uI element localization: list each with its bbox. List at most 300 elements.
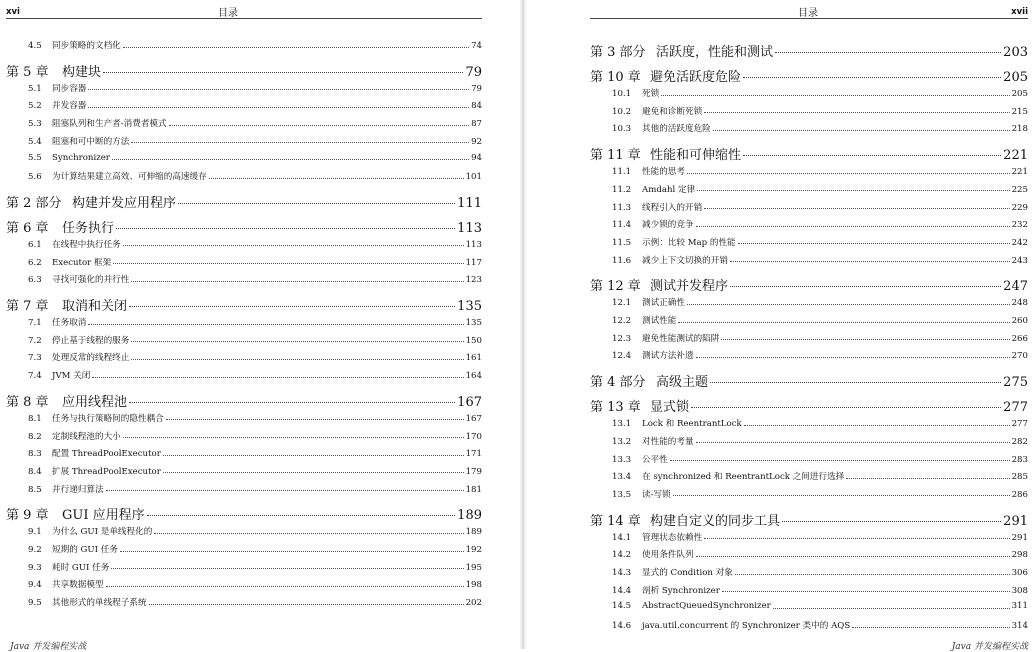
entry-title: 构建自定义的同步工具 xyxy=(650,513,781,529)
entry-title: 阻塞队列和生产者-消费者模式 xyxy=(52,119,167,130)
entry-page-number: 170 xyxy=(465,431,482,442)
dot-leader xyxy=(743,155,1001,156)
entry-title: 减少上下文切换的开销 xyxy=(642,255,728,266)
toc-chapter-entry xyxy=(590,66,1028,85)
entry-page-number: 225 xyxy=(1011,184,1028,195)
toc-section-entry xyxy=(6,273,482,285)
entry-title: 在 synchronized 和 ReentrantLock 之间进行选择 xyxy=(642,472,845,483)
toc-section-entry xyxy=(6,561,482,573)
toc-section-entry xyxy=(590,349,1028,361)
entry-page-number: 275 xyxy=(1003,375,1028,391)
entry-page-number: 189 xyxy=(465,527,482,538)
dot-leader xyxy=(166,419,464,420)
running-header: 目录 xyxy=(798,8,818,19)
dot-leader xyxy=(116,228,455,229)
entry-page-number: 113 xyxy=(465,239,482,250)
entry-page-number: 135 xyxy=(465,318,482,328)
entry-page-number: 198 xyxy=(465,580,482,591)
entry-page-number: 308 xyxy=(1011,585,1028,596)
toc-section-entry xyxy=(6,238,482,250)
dot-leader xyxy=(696,357,1010,358)
entry-page-number: 79 xyxy=(465,64,482,80)
entry-page-number: 215 xyxy=(1011,106,1028,117)
entry-number: 9.1 xyxy=(28,527,42,538)
entry-title: 公平性 xyxy=(642,454,668,465)
dot-leader xyxy=(123,245,464,246)
toc-section-entry xyxy=(6,135,482,147)
entry-title: 避免和诊断死锁 xyxy=(642,106,703,117)
toc-section-entry xyxy=(590,548,1028,560)
entry-number: 13.2 xyxy=(612,436,632,447)
entry-number: 13.1 xyxy=(612,419,632,430)
dot-leader xyxy=(696,226,1010,227)
entry-title: Synchronizer xyxy=(52,152,110,163)
entry-page-number: 167 xyxy=(457,394,482,410)
entry-title: 阻塞和可中断的方法 xyxy=(52,136,130,147)
toc-section-entry xyxy=(590,201,1028,213)
toc-section-entry xyxy=(590,417,1028,429)
entry-title: 避免活跃度危险 xyxy=(650,70,742,85)
entry-number: 第 10 章 xyxy=(590,70,641,85)
toc-section-entry xyxy=(6,543,482,555)
toc-chapter-entry xyxy=(590,510,1028,529)
entry-title: 短期的 GUI 任务 xyxy=(52,545,118,555)
dot-leader xyxy=(773,608,1010,609)
entry-number: 9.5 xyxy=(28,598,42,609)
entry-number: 11.4 xyxy=(612,220,632,231)
entry-number: 第 13 章 xyxy=(590,400,641,416)
dot-leader xyxy=(169,125,469,126)
dot-leader xyxy=(743,77,1001,78)
entry-page-number: 181 xyxy=(465,484,482,495)
toc-section-entry xyxy=(590,87,1028,99)
entry-page-number: 247 xyxy=(1003,279,1028,295)
toc-section-entry xyxy=(6,82,482,94)
dot-leader xyxy=(120,551,464,552)
entry-number: 7.2 xyxy=(28,335,42,346)
dot-leader xyxy=(129,402,455,403)
entry-page-number: 277 xyxy=(1011,419,1028,430)
entry-number: 第 5 章 xyxy=(6,64,49,80)
toc-section-entry xyxy=(590,470,1028,482)
entry-page-number: 314 xyxy=(1011,621,1028,632)
dot-leader xyxy=(678,322,1009,323)
toc-section-entry xyxy=(6,578,482,590)
entry-number: 5.3 xyxy=(28,119,42,130)
entry-number: 13.5 xyxy=(612,489,632,500)
toc-section-entry xyxy=(590,296,1028,308)
entry-title: AbstractQueuedSynchronizer xyxy=(642,601,771,612)
entry-title: java.util.concurrent 的 Synchronizer 类中的 AQS xyxy=(642,621,851,632)
entry-page-number: 164 xyxy=(465,371,482,382)
entry-page-number: 117 xyxy=(465,257,482,268)
entry-page-number: 87 xyxy=(471,119,482,130)
dot-leader xyxy=(704,538,1009,539)
entry-page-number: 171 xyxy=(465,449,482,460)
entry-page-number: 218 xyxy=(1011,124,1028,135)
entry-title: 读-写锁 xyxy=(642,489,671,500)
entry-number: 13.3 xyxy=(612,454,632,465)
entry-title: 停止基于线程的服务 xyxy=(52,335,130,346)
toc-section-entry xyxy=(590,218,1028,230)
entry-page-number: 229 xyxy=(1011,202,1028,213)
toc-section-entry xyxy=(6,596,482,608)
dot-leader xyxy=(722,591,1010,592)
entry-page-number: 285 xyxy=(1011,472,1028,483)
dot-leader xyxy=(673,495,1010,496)
entry-title: JVM 关闭 xyxy=(52,371,91,382)
toc-section-entry xyxy=(6,525,482,537)
entry-title: 其他的活跃度危险 xyxy=(642,124,711,135)
dot-leader xyxy=(154,533,463,534)
entry-title: 高级主题 xyxy=(656,375,709,391)
entry-page-number: 298 xyxy=(1011,550,1028,561)
entry-page-number: 123 xyxy=(465,275,482,286)
entry-number: 11.2 xyxy=(612,184,632,195)
dot-leader xyxy=(730,261,1010,262)
toc-section-entry xyxy=(590,601,1028,611)
dot-leader xyxy=(704,208,1009,209)
entry-number: 7.1 xyxy=(28,318,42,328)
entry-page-number: 92 xyxy=(471,136,482,147)
entry-number: 13.4 xyxy=(612,472,632,483)
toc-section-entry xyxy=(590,619,1028,631)
entry-page-number: 150 xyxy=(465,335,482,346)
dot-leader xyxy=(697,190,1009,191)
entry-number: 5.4 xyxy=(28,136,42,147)
dot-leader xyxy=(131,142,469,143)
toc-section-entry xyxy=(6,153,482,163)
page-footer: Java 并发编程实战 xyxy=(10,642,87,652)
dot-leader xyxy=(209,178,464,179)
toc-chapter-entry xyxy=(590,275,1028,294)
entry-title: 取消和关闭 xyxy=(62,299,128,314)
entry-page-number: 101 xyxy=(465,172,482,183)
dot-leader xyxy=(147,515,456,516)
dot-leader xyxy=(691,407,1001,408)
dot-leader xyxy=(687,173,1010,174)
dot-leader xyxy=(103,72,463,73)
entry-page-number: 243 xyxy=(1011,255,1028,266)
toc-section-entry xyxy=(6,447,482,459)
entry-page-number: 74 xyxy=(471,41,482,51)
entry-title: 并发容器 xyxy=(52,101,87,112)
entry-number: 7.4 xyxy=(28,371,42,382)
toc-chapter-entry xyxy=(6,61,482,80)
entry-number: 14.6 xyxy=(612,621,632,632)
entry-page-number: 266 xyxy=(1011,333,1028,344)
toc-section-entry xyxy=(6,412,482,424)
dot-leader xyxy=(88,324,463,325)
entry-title: 耗时 GUI 任务 xyxy=(52,562,110,573)
entry-title: 同步策略的文档化 xyxy=(52,41,121,51)
entry-page-number: 167 xyxy=(465,413,482,424)
entry-title: 为什么 GUI 是单线程化的 xyxy=(52,527,153,538)
entry-page-number: 260 xyxy=(1011,316,1028,326)
entry-number: 第 12 章 xyxy=(590,279,641,295)
entry-title: Amdahl 定律 xyxy=(642,184,696,195)
toc-section-entry xyxy=(590,236,1028,248)
entry-title: 并行递归算法 xyxy=(52,484,104,495)
entry-title: 死锁 xyxy=(642,89,660,99)
entry-page-number: 291 xyxy=(1011,532,1028,543)
entry-title: 在线程中执行任务 xyxy=(52,239,121,250)
toc-section-entry xyxy=(590,254,1028,266)
entry-page-number: 79 xyxy=(471,83,482,94)
toc-chapter-entry xyxy=(6,295,482,314)
toc-section-entry xyxy=(6,483,482,495)
toc-section-entry xyxy=(590,183,1028,195)
dot-leader xyxy=(782,521,1001,522)
toc-section-entry xyxy=(6,334,482,346)
entry-number: 第 9 章 xyxy=(6,508,49,524)
entry-number: 4.5 xyxy=(28,41,42,51)
entry-number: 9.3 xyxy=(28,562,42,573)
toc-part-entry xyxy=(590,371,1028,390)
entry-number: 8.5 xyxy=(28,484,42,495)
toc-section-entry xyxy=(590,435,1028,447)
dot-leader xyxy=(112,159,469,160)
entry-page-number: 203 xyxy=(1003,45,1028,60)
dot-leader xyxy=(721,339,1009,340)
dot-leader xyxy=(696,442,1010,443)
toc-section-entry xyxy=(6,430,482,442)
dot-leader xyxy=(710,382,1001,383)
toc-section-entry xyxy=(590,122,1028,134)
page-footer: Java 并发编程实战 xyxy=(951,642,1028,652)
entry-page-number: 291 xyxy=(1003,513,1028,529)
entry-number: 5.1 xyxy=(28,83,42,94)
dot-leader xyxy=(670,460,1010,461)
entry-page-number: 192 xyxy=(465,545,482,555)
entry-number: 8.3 xyxy=(28,449,42,460)
toc-section-entry xyxy=(590,566,1028,578)
entry-number: 14.5 xyxy=(612,601,632,612)
entry-page-number: 277 xyxy=(1003,400,1028,416)
entry-number: 第 4 部分 xyxy=(590,375,646,391)
entry-number: 12.3 xyxy=(612,333,632,344)
entry-title: 测试方法补遗 xyxy=(642,351,694,362)
toc-part-entry xyxy=(6,192,482,211)
toc-chapter-entry xyxy=(6,504,482,523)
dot-leader xyxy=(113,263,463,264)
page-number: xvii xyxy=(1011,7,1028,17)
entry-title: 扩展 ThreadPoolExecutor xyxy=(52,466,161,477)
toc-section-entry xyxy=(590,531,1028,543)
entry-title: 测试性能 xyxy=(642,316,677,326)
entry-number: 14.4 xyxy=(612,585,632,596)
entry-page-number: 161 xyxy=(465,353,482,364)
entry-number: 第 11 章 xyxy=(590,148,641,164)
dot-leader xyxy=(149,604,464,605)
entry-number: 10.1 xyxy=(612,89,632,99)
entry-number: 12.4 xyxy=(612,351,632,362)
entry-title: 构建并发应用程序 xyxy=(72,195,177,211)
entry-title: 性能的思考 xyxy=(642,167,685,178)
entry-number: 7.3 xyxy=(28,353,42,364)
toc-section-entry xyxy=(6,369,482,381)
toc-section-entry xyxy=(6,117,482,129)
entry-title: 任务与执行策略间的隐性耦合 xyxy=(52,413,164,424)
entry-title: 性能和可伸缩性 xyxy=(650,148,742,164)
toc-section-entry xyxy=(6,465,482,477)
entry-title: 剖析 Synchronizer xyxy=(642,585,720,596)
entry-number: 11.5 xyxy=(612,237,632,248)
entry-title: 示例：比较 Map 的性能 xyxy=(642,237,736,248)
entry-title: 任务取消 xyxy=(52,318,87,328)
entry-title: 共享数据模型 xyxy=(52,580,104,591)
entry-page-number: 189 xyxy=(457,508,482,524)
entry-page-number: 286 xyxy=(1011,489,1028,500)
toc-section-entry xyxy=(590,314,1028,326)
toc-part-entry xyxy=(590,41,1028,60)
entry-number: 11.3 xyxy=(612,202,632,213)
dot-leader xyxy=(744,425,1010,426)
entry-number: 第 6 章 xyxy=(6,220,49,236)
entry-page-number: 311 xyxy=(1011,601,1028,612)
running-header: 目录 xyxy=(218,8,238,19)
entry-number: 5.5 xyxy=(28,152,42,163)
entry-page-number: 232 xyxy=(1011,220,1028,231)
entry-page-number: 205 xyxy=(1011,89,1028,99)
dot-leader xyxy=(88,89,469,90)
page-number: xvi xyxy=(6,7,20,17)
entry-title: 显式的 Condition 对象 xyxy=(642,568,733,578)
entry-title: 其他形式的单线程子系统 xyxy=(52,598,147,609)
entry-number: 10.3 xyxy=(612,124,632,135)
dot-leader xyxy=(163,472,464,473)
entry-page-number: 282 xyxy=(1011,436,1028,447)
dot-leader xyxy=(775,52,1001,53)
entry-title: 应用线程池 xyxy=(62,394,128,410)
dot-leader xyxy=(123,47,469,48)
toc-chapter-entry xyxy=(590,144,1028,163)
entry-number: 5.2 xyxy=(28,101,42,112)
entry-number: 9.4 xyxy=(28,580,42,591)
entry-number: 9.2 xyxy=(28,545,42,555)
toc-section-entry xyxy=(6,170,482,182)
entry-number: 第 8 章 xyxy=(6,394,49,410)
entry-number: 14.3 xyxy=(612,568,632,578)
entry-page-number: 221 xyxy=(1003,148,1028,164)
entry-title: 测试并发程序 xyxy=(650,279,729,295)
toc-section-entry xyxy=(590,165,1028,177)
header-rule xyxy=(590,18,1028,19)
entry-number: 第 2 部分 xyxy=(6,195,62,211)
toc-section-entry xyxy=(590,488,1028,500)
entry-number: 第 7 章 xyxy=(6,299,49,314)
toc-chapter-entry xyxy=(6,391,482,410)
dot-leader xyxy=(92,377,463,378)
book-gutter xyxy=(519,0,527,649)
toc-section-entry xyxy=(590,332,1028,344)
entry-page-number: 205 xyxy=(1003,70,1028,85)
dot-leader xyxy=(661,95,1009,96)
entry-title: 为计算结果建立高效、可伸缩的高速缓存 xyxy=(52,172,207,183)
dot-leader xyxy=(131,281,463,282)
entry-page-number: 283 xyxy=(1011,454,1028,465)
entry-number: 6.3 xyxy=(28,275,42,286)
left-page xyxy=(6,0,482,652)
right-page xyxy=(590,0,1028,652)
dot-leader xyxy=(735,574,1010,575)
entry-title: 寻找可强化的并行性 xyxy=(52,275,130,286)
entry-number: 11.6 xyxy=(612,255,632,266)
dot-leader xyxy=(123,437,464,438)
header-rule xyxy=(6,18,482,19)
entry-number: 10.2 xyxy=(612,106,632,117)
entry-number: 14.2 xyxy=(612,550,632,561)
entry-page-number: 111 xyxy=(457,195,482,211)
entry-page-number: 179 xyxy=(465,466,482,477)
dot-leader xyxy=(730,286,1001,287)
toc-chapter-entry xyxy=(590,396,1028,415)
dot-leader xyxy=(713,130,1010,131)
entry-title: 线程引入的开销 xyxy=(642,202,703,213)
entry-title: 活跃度，性能和测试 xyxy=(656,45,774,60)
entry-page-number: 202 xyxy=(465,598,482,609)
dot-leader xyxy=(106,490,464,491)
dot-leader xyxy=(163,455,464,456)
toc-section-entry xyxy=(590,105,1028,117)
dot-leader xyxy=(738,243,1010,244)
entry-page-number: 306 xyxy=(1011,568,1028,578)
entry-title: 配置 ThreadPoolExecutor xyxy=(52,449,161,460)
entry-title: 测试正确性 xyxy=(642,298,685,309)
entry-title: 显式锁 xyxy=(650,400,690,416)
entry-page-number: 94 xyxy=(471,152,482,163)
entry-number: 8.4 xyxy=(28,466,42,477)
entry-page-number: 221 xyxy=(1011,167,1028,178)
entry-title: 同步容器 xyxy=(52,83,87,94)
toc-section-entry xyxy=(6,256,482,268)
toc-section-entry xyxy=(6,351,482,363)
dot-leader xyxy=(704,112,1009,113)
entry-title: 使用条件队列 xyxy=(642,550,694,561)
dot-leader xyxy=(687,304,1010,305)
entry-number: 6.1 xyxy=(28,239,42,250)
entry-number: 5.6 xyxy=(28,172,42,183)
entry-page-number: 248 xyxy=(1011,298,1028,309)
dot-leader xyxy=(178,203,455,204)
dot-leader xyxy=(852,627,1009,628)
entry-page-number: 270 xyxy=(1011,351,1028,362)
entry-page-number: 84 xyxy=(471,101,482,112)
entry-number: 14.1 xyxy=(612,532,632,543)
toc-section-entry xyxy=(6,99,482,111)
entry-page-number: 113 xyxy=(457,220,482,236)
toc-chapter-entry xyxy=(6,217,482,236)
dot-leader xyxy=(846,478,1009,479)
entry-title: 定制线程池的大小 xyxy=(52,431,121,442)
entry-title: 对性能的考量 xyxy=(642,436,694,447)
entry-number: 8.2 xyxy=(28,431,42,442)
dot-leader xyxy=(111,568,463,569)
entry-number: 6.2 xyxy=(28,257,42,268)
entry-number: 11.1 xyxy=(612,167,632,178)
entry-page-number: 242 xyxy=(1011,237,1028,248)
dot-leader xyxy=(131,341,463,342)
entry-number: 8.1 xyxy=(28,413,42,424)
toc-section-entry xyxy=(6,316,482,328)
entry-number: 第 14 章 xyxy=(590,513,641,529)
entry-title: 避免性能测试的陷阱 xyxy=(642,333,720,344)
toc-section-entry xyxy=(590,453,1028,465)
dot-leader xyxy=(88,107,469,108)
entry-title: 减少锁的竞争 xyxy=(642,220,694,231)
entry-title: 构建块 xyxy=(62,64,102,80)
dot-leader xyxy=(696,556,1010,557)
